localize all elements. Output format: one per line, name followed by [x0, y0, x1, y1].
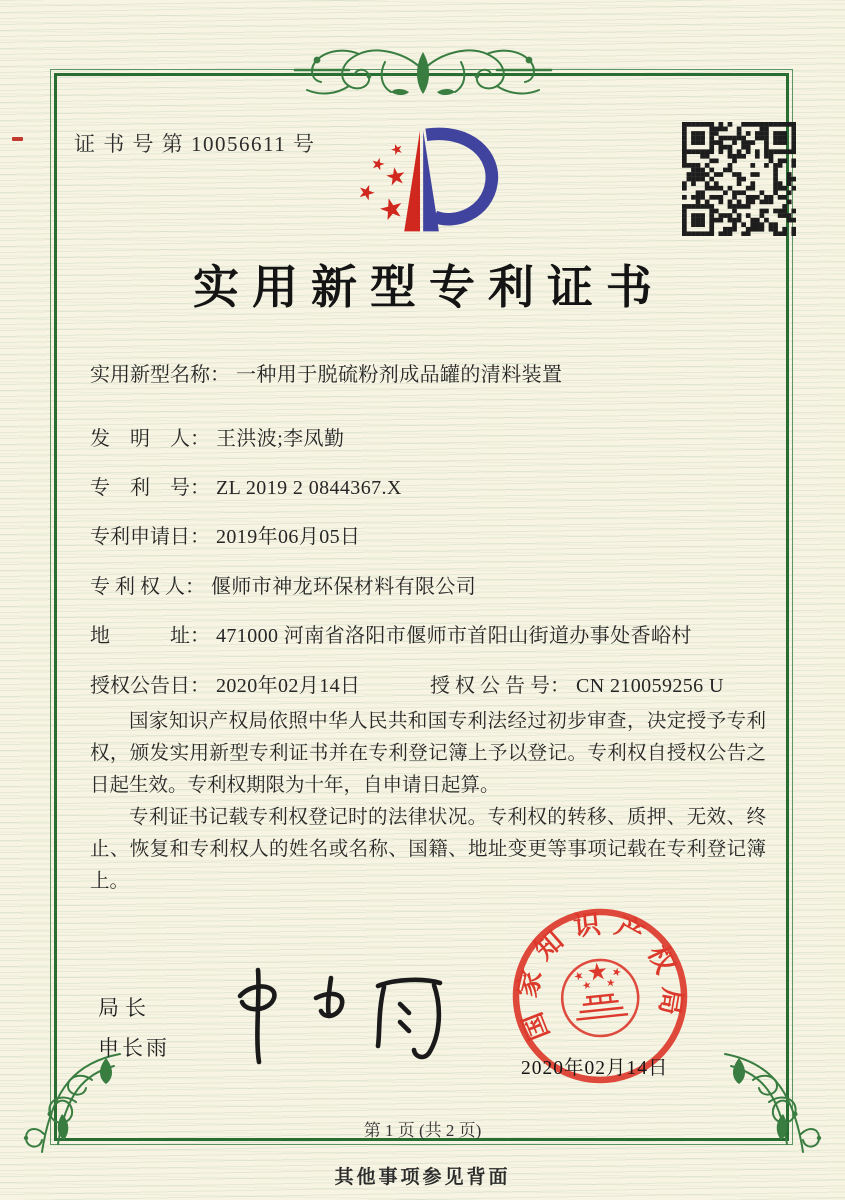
page-number: 第 1 页 (共 2 页) — [363, 1121, 482, 1140]
field-label: 专利申请日： — [90, 526, 210, 548]
field-value: ZL 2019 2 0844367.X — [216, 477, 402, 499]
field-label: 授 权 公 告 号： — [430, 675, 570, 697]
field-value: 471000 河南省洛阳市偃师市首阳山街道办事处香峪村 — [216, 625, 692, 647]
legal-paragraph-1: 国家知识产权局依照中华人民共和国专利法经过初步审查，决定授予专利权，颁发实用新型专利证书并在专利登记簿上予以登记。专利权自授权公告之日起生效。专利权期限为十年，自申请日起算。 — [90, 711, 766, 796]
commissioner-title: 局长 — [98, 996, 152, 1020]
legal-text — [90, 706, 766, 898]
field-row-name — [90, 362, 770, 388]
field-grant-number — [430, 673, 724, 699]
field-row-patent-number — [90, 475, 770, 501]
legal-paragraph-2: 专利证书记载专利权登记时的法律状况。专利权的转移、质押、无效、终止、恢复和专利权人的姓名或名称、国籍、地址变更等事项记载在专利登记簿上。 — [90, 807, 766, 892]
bottom-left-flourish-icon — [22, 1048, 126, 1160]
commissioner-name: 申长雨 — [98, 1036, 170, 1060]
field-row-filing-date — [90, 524, 770, 550]
field-label: 实用新型名称： — [90, 364, 230, 386]
field-row-grant — [90, 673, 770, 699]
field-label: 专 利 号： — [90, 477, 210, 499]
seal-date: 2020年02月14日 — [521, 1058, 669, 1079]
field-label: 发 明 人： — [90, 428, 210, 450]
qr-code — [682, 122, 796, 236]
field-value: 2019年06月05日 — [216, 526, 361, 548]
field-value: 一种用于脱硫粉剂成品罐的清料装置 — [236, 364, 563, 386]
cnipa-logo-icon — [336, 126, 504, 236]
field-label: 专 利 权 人： — [90, 576, 205, 598]
seal-arc-text: 国家知识产权局 — [511, 907, 688, 1045]
field-label: 授权公告日： — [90, 675, 210, 697]
top-scroll-ornament-icon — [293, 40, 553, 102]
field-value: 王洪波;李凤勤 — [216, 428, 345, 450]
field-value: 2020年02月14日 — [216, 675, 361, 697]
bottom-right-flourish-icon — [719, 1048, 823, 1160]
field-row-patentee — [90, 574, 770, 600]
certificate-number: 证 书 号 第 10056611 号 — [74, 132, 316, 156]
national-emblem-icon — [558, 956, 642, 1040]
field-row-inventor — [90, 426, 770, 452]
field-label: 地 址： — [90, 625, 210, 647]
red-edge-mark — [12, 137, 23, 141]
footer-note: 其他事项参见背面 — [334, 1167, 511, 1188]
field-row-address — [90, 623, 770, 649]
certificate-title: 实用新型专利证书 — [193, 262, 665, 313]
commissioner-signature — [228, 956, 463, 1071]
field-value: 偃师市神龙环保材料有限公司 — [211, 576, 477, 598]
field-value: CN 210059256 U — [576, 675, 724, 697]
